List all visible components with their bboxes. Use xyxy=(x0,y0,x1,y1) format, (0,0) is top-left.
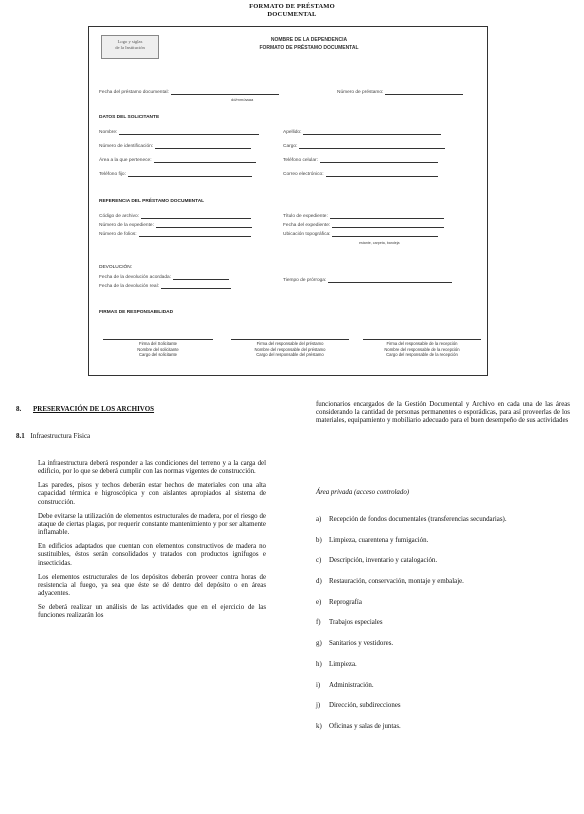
numero-folios-label: Número de folios: xyxy=(99,232,137,237)
list-item xyxy=(316,516,572,524)
numero-prestamo-label: Número de préstamo: xyxy=(337,90,384,95)
list-item xyxy=(316,682,572,690)
page-header xyxy=(0,3,584,18)
loan-form xyxy=(88,26,488,376)
list-item-key: c) xyxy=(316,557,322,565)
right-paragraph: funcionarios encargados de la Gestión Documental y Archivo en cada una de las áreas considerando la cantidad de personas permanentes o esporádicas, para así proveerlas de los materiales, equipamiento y mobiliario adecuado para el buen desempeño de sus actividades xyxy=(316,401,570,425)
list-item xyxy=(316,537,572,545)
list-item-key: h) xyxy=(316,660,322,668)
nombre-field xyxy=(99,129,259,135)
list-item-key: d) xyxy=(316,578,322,586)
firmas-title: FIRMAS DE RESPONSABILIDAD xyxy=(99,310,174,315)
telefono-celular-label: Teléfono celular: xyxy=(283,158,318,163)
list-item-text: Trabajos especiales xyxy=(329,619,383,627)
list-item-text: Reprografía xyxy=(329,598,362,606)
prorroga-label: Tiempo de prórroga: xyxy=(283,278,327,283)
firma-solicitante-line1: Firma del Solicitante xyxy=(139,341,177,346)
area-privada-title: Área privada (acceso controlado) xyxy=(316,489,410,496)
section-number: 8. xyxy=(16,405,22,413)
referencia-title: REFERENCIA DEL PRÉSTAMO DOCUMENTAL xyxy=(99,199,205,204)
fecha-prestamo-field xyxy=(99,89,279,95)
logo-text-2: de la Institución xyxy=(115,45,145,50)
cargo-field xyxy=(283,143,445,149)
area-field xyxy=(99,157,256,163)
page-header-line2: DOCUMENTAL xyxy=(267,10,317,18)
ubicacion-hint: estante, carpeta, bandeja xyxy=(359,241,400,245)
telefono-celular-field xyxy=(283,157,438,163)
codigo-archivo-field xyxy=(99,213,251,219)
identificacion-label: Número de identificación: xyxy=(99,144,154,149)
firma-solicitante-line3: Cargo del solicitante xyxy=(139,352,177,357)
form-title-dependency: NOMBRE DE LA DEPENDENCIA xyxy=(270,37,348,43)
paragraph: Las paredes, pisos y techos deberán estar hechos de materiales con una alta capacidad térmica e higroscópica y con aislantes apropiados al sistema de construcción. xyxy=(38,482,266,506)
devolucion-title: DEVOLUCIÓN: xyxy=(99,265,133,270)
prorroga-field xyxy=(283,277,452,283)
datos-solicitante-title: DATOS DEL SOLICITANTE xyxy=(99,115,160,120)
numero-prestamo-field xyxy=(337,89,463,95)
numero-folios-field xyxy=(99,231,251,237)
list-item-key: j) xyxy=(316,702,321,710)
paragraph: En edificios adaptados que cuentan con elementos constructivos de madera no sustituibles, éstos serán consolidados y tratados con productos ignífugos e insecticidas. xyxy=(38,543,266,567)
logo-placeholder xyxy=(101,35,159,59)
form-title-format: FORMATO DE PRÉSTAMO DOCUMENTAL xyxy=(259,45,359,51)
firma-prestamo-line1: Firma del responsable del préstamo xyxy=(256,341,324,346)
firma-recepcion-line3: Cargo del responsable de la recepción xyxy=(386,352,458,357)
correo-field xyxy=(283,171,438,177)
list-item xyxy=(316,640,572,648)
titulo-expediente-field xyxy=(283,213,444,219)
list-item-text: Restauración, conservación, montaje y embalaje. xyxy=(329,578,464,586)
codigo-archivo-label: Código de archivo: xyxy=(99,214,139,219)
numero-expediente-label: Número de la expediente: xyxy=(99,223,154,228)
list-item xyxy=(316,619,572,627)
nombre-label: Nombre: xyxy=(99,130,118,135)
telefono-fijo-label: Teléfono fijo: xyxy=(99,172,126,177)
list-item-key: b) xyxy=(316,536,322,544)
list-item xyxy=(316,661,572,669)
devolucion-acordada-label: Fecha de la devolución acordada: xyxy=(99,275,172,280)
logo-text-1: Logo y siglas xyxy=(117,39,143,44)
list-item-text: Administración. xyxy=(329,681,374,689)
fecha-hint: dd/mm/aaaa xyxy=(231,97,254,102)
correo-label: Correo electrónico: xyxy=(283,172,324,177)
list-item-key: a) xyxy=(316,516,322,523)
firma-prestamo-line2: Nombre del responsable del préstamo xyxy=(254,346,326,352)
list-item-key: i) xyxy=(316,681,321,689)
list-item-text: Recepción de fondos documentales (transferencias secundarias). xyxy=(329,516,507,523)
list-item-text: Limpieza. xyxy=(329,660,357,668)
fecha-expediente-field xyxy=(283,222,444,228)
list-item-text: Dirección, subdirecciones xyxy=(329,702,401,710)
cargo-label: Cargo: xyxy=(283,144,298,149)
list-item-text: Oficinas y salas de juntas. xyxy=(329,722,401,730)
subsection-title: Infraestructura Física xyxy=(30,432,91,440)
section-heading xyxy=(16,405,154,413)
ubicacion-label: Ubicación topográfica: xyxy=(283,232,331,237)
list-item xyxy=(316,557,572,565)
fecha-prestamo-label: Fecha del préstamo documental: xyxy=(99,90,169,95)
paragraph: Debe evitarse la utilización de elementos estructurales de madera, por el riesgo de ataque de ciertas plagas, por requerir constante mantenimiento y por ser altamente inflamable. xyxy=(38,512,266,537)
paragraph: Los elementos estructurales de los depósitos deberán proveer contra horas de resistencia al fuego, ya sea que éste se dé dentro del depósito o en áreas adyacentes. xyxy=(38,573,266,597)
titulo-expediente-label: Título de expediente: xyxy=(283,214,328,219)
telefono-fijo-field xyxy=(99,171,252,177)
firma-recepcion xyxy=(363,339,481,358)
devolucion-real-label: Fecha de la devolución real: xyxy=(99,284,159,289)
list-item-key: g) xyxy=(316,640,322,648)
list-item xyxy=(316,723,572,731)
firma-recepcion-line2: Nombre del responsable de la recepción xyxy=(384,346,460,352)
area-list xyxy=(316,516,572,744)
numero-expediente-field xyxy=(99,222,252,228)
ubicacion-field xyxy=(283,231,438,237)
list-item xyxy=(316,578,572,586)
list-item xyxy=(316,702,572,710)
firma-solicitante-line2: Nombre del solicitante xyxy=(137,346,179,352)
subsection-heading xyxy=(16,432,90,440)
devolucion-real-field xyxy=(99,283,231,289)
list-item-text: Descripción, inventario y catalogación. xyxy=(329,557,438,565)
left-column xyxy=(38,460,266,627)
paragraph: La infraestructura deberá responder a las condiciones del terreno y a la carga del edificio, por lo que se deberá cumplir con las normas vigentes de construcción. xyxy=(38,460,266,476)
list-item-text: Sanitarios y vestidores. xyxy=(329,640,394,648)
devolucion-acordada-field xyxy=(99,274,229,280)
section-title: PRESERVACIÓN DE LOS ARCHIVOS xyxy=(33,405,155,413)
list-item-key: f) xyxy=(316,619,321,627)
apellido-field xyxy=(283,129,441,135)
paragraph: Se deberá realizar un análisis de las actividades que en el ejercicio de las funciones realizarán los xyxy=(38,604,266,620)
area-label: Área a la que pertenece: xyxy=(99,158,152,163)
identificacion-field xyxy=(99,143,251,149)
fecha-expediente-label: Fecha del expediente: xyxy=(283,223,331,228)
subsection-number: 8.1 xyxy=(16,432,25,440)
apellido-label: Apellido: xyxy=(283,130,302,135)
firma-solicitante xyxy=(103,339,213,358)
firma-prestamo-line3: Cargo del responsable del préstamo xyxy=(256,352,324,357)
list-item-key: k) xyxy=(316,722,322,730)
list-item xyxy=(316,599,572,607)
firma-recepcion-line1: Firma del responsable de la recepción xyxy=(386,341,458,346)
list-item-key: e) xyxy=(316,598,322,606)
page-header-line1: FORMATO DE PRÉSTAMO xyxy=(249,3,335,10)
list-item-text: Limpieza, cuarentena y fumigación. xyxy=(329,536,429,544)
firma-prestamo xyxy=(231,339,349,358)
